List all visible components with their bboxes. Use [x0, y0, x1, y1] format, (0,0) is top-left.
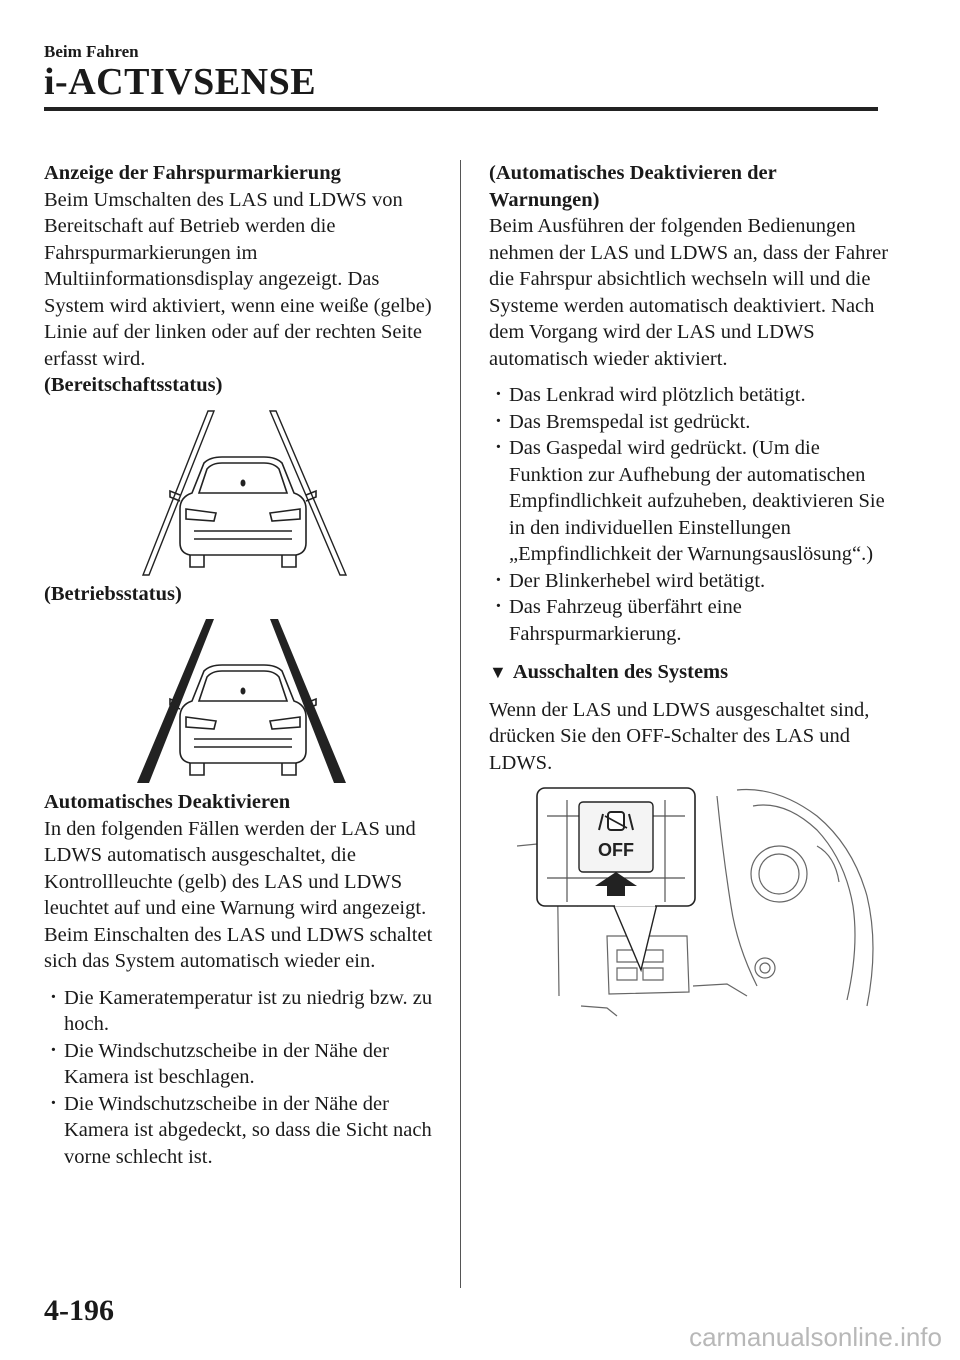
paragraph-warning-deactivation: Beim Ausführen der folgenden Bedienungen nehmen der LAS und LDWS an, dass der Fahrer die Fahrspur absichtlich wechseln will und die Systeme werden automatisch deaktiviert. Nach dem Vorgang wird der LAS und LDWS automatisch wieder aktiviert. — [489, 215, 889, 370]
list-item: · Das Lenkrad wird plötzlich betätigt. — [489, 382, 889, 409]
paragraph-switch-off: Wenn der LAS und LDWS ausgeschaltet sind, drücken Sie den OFF-Schalter des LAS und LDWS. — [489, 698, 870, 774]
header-rule — [44, 107, 878, 111]
label-operation-status: (Betriebsstatus) — [44, 582, 182, 605]
column-divider — [460, 160, 461, 1288]
standby-status-illustration — [44, 405, 444, 577]
paragraph-auto-deactivation: In den folgenden Fällen werden der LAS und LDWS automatisch ausgeschaltet, die Kontrollleuchte (gelb) des LAS und LDWS leuchtet auf und eine Warnung wird angezeigt. Beim Einschalten des LAS und LDWS schaltet sich das System automatisch wieder ein. — [44, 817, 433, 972]
list-item: · Die Windschutzscheibe in der Nähe der Kamera ist abgedeckt, so dass die Sicht nach vorne schlecht ist. — [44, 1091, 444, 1171]
heading-warning-deactivation: (Automatisches Deaktivieren der Warnungen) — [489, 162, 777, 211]
off-switch-label: OFF — [598, 840, 634, 860]
list-item: · Die Windschutzscheibe in der Nähe der Kamera ist beschlagen. — [44, 1038, 444, 1091]
off-switch-illustration — [517, 786, 897, 1026]
subheading-switch-off — [489, 659, 889, 686]
list-item: · Die Kameratemperatur ist zu niedrig bzw. zu hoch. — [44, 985, 444, 1038]
callout-pointer — [613, 904, 657, 970]
list-auto-deactivation — [44, 985, 444, 1171]
list-warning-deactivation — [489, 382, 889, 647]
camera-icon — [241, 688, 246, 695]
label-standby-status: (Bereitschaftsstatus) — [44, 374, 223, 396]
header-section-label: Beim Fahren — [44, 42, 139, 61]
list-item: · Das Gaspedal wird gedrückt. (Um die Funktion zur Aufhebung der automatischen Empfindlichkeit aufzuheben, deaktivieren Sie in den individuellen Einstellungen „Empfindlichkeit der Warnungsauslösung“.) — [489, 435, 889, 568]
left-column — [44, 160, 444, 1170]
triangle-down-icon: ▼ — [489, 662, 507, 682]
page-title: i-ACTIVSENSE — [44, 61, 317, 103]
list-item: · Der Blinkerhebel wird betätigt. — [489, 568, 889, 595]
operation-status-illustration — [44, 613, 444, 785]
subheading-switch-off-text: Ausschalten des Systems — [512, 661, 729, 683]
list-item: · Das Bremspedal ist gedrückt. — [489, 409, 889, 436]
heading-lane-display: Anzeige der Fahrspurmarkierung — [44, 162, 341, 184]
car-rear-icon — [170, 457, 316, 567]
heading-auto-deactivation: Automatisches Deaktivieren — [44, 791, 291, 813]
right-column — [489, 160, 889, 1026]
watermark: carmanualsonline.info — [689, 1322, 942, 1352]
paragraph-lane-display: Beim Umschalten des LAS und LDWS von Bereitschaft auf Betrieb werden die Fahrspurmarkierungen im Multiinformationsdisplay angezeigt. Das System wird aktiviert, wenn eine weiße (gelbe) Linie auf der linken oder auf der rechten Seite erfasst wird. — [44, 188, 432, 370]
car-rear-icon — [170, 665, 316, 775]
camera-icon — [241, 479, 246, 486]
list-item: · Das Fahrzeug überfährt eine Fahrspurmarkierung. — [489, 594, 889, 647]
page-number: 4-196 — [44, 1294, 114, 1327]
